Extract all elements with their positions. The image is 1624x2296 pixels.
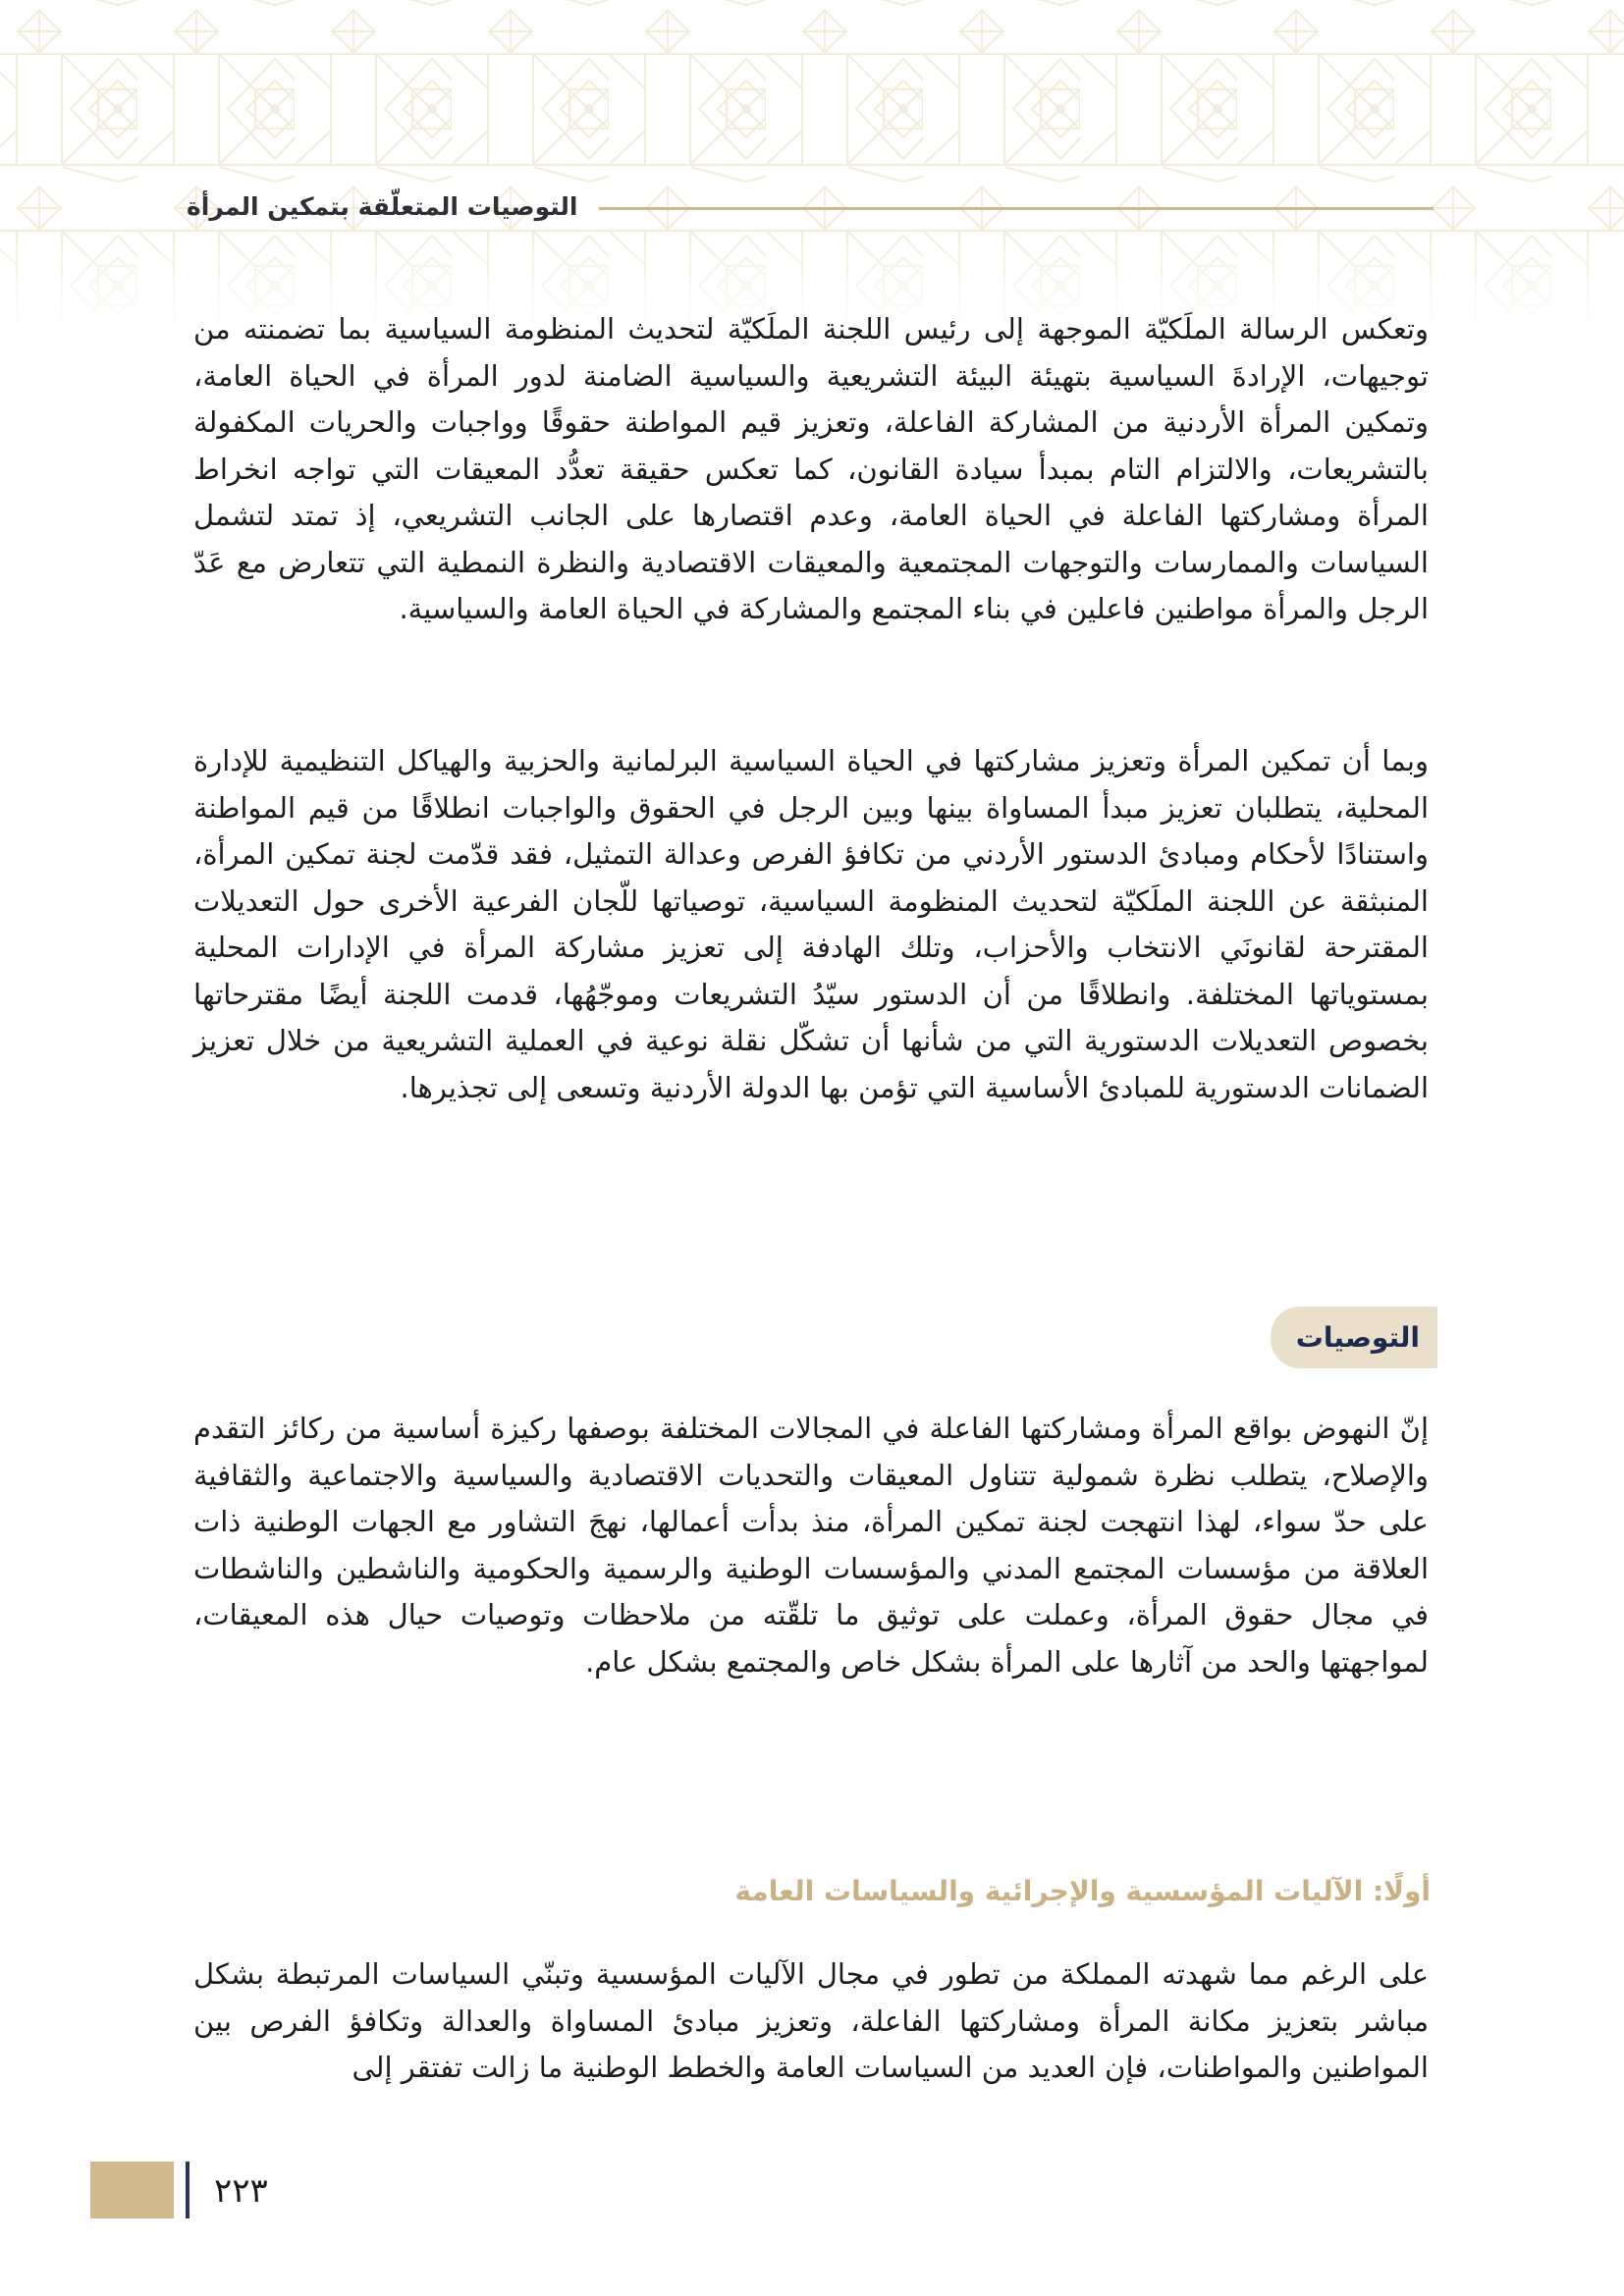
decorative-header-pattern — [0, 0, 1624, 334]
paragraph-text: إنّ النهوض بواقع المرأة ومشاركتها الفاعلة في المجالات المختلفة بوصفها ركيزة أساسية من ركائز التقدم والإصلاح، يتطلب نظرة شمولية تتناول المعيقات والتحديات الاقتصادية والسياسية والاجتماعية والثقافية على حدّ سواء، لهذا انتهجت لجنة تمكين المرأة، منذ بدأت أعمالها، نهجَ التشاور مع الجهات الوطنية ذات العلاقة من مؤسسات المجتمع المدني والمؤسسات الوطنية والرسمية والحكومية والناشطين والناشطات في مجال حقوق المرأة، وعملت على توثيق ما تلقّته من ملاحظات وتوصيات حيال هذه المعيقات، لمواجهتها والحد من آثارها على المرأة بشكل خاص والمجتمع بشكل عام. — [193, 1412, 1429, 1679]
footer-divider-bar — [186, 2162, 189, 2218]
paragraph-text: وبما أن تمكين المرأة وتعزيز مشاركتها في الحياة السياسية البرلمانية والحزبية والهياكل التنظيمية للإدارة المحلية، يتطلبان تعزيز مبدأ المساواة بينها وبين الرجل في الحقوق والواجبات انطلاقًا من قيم المواطنة واستنادًا لأحكام ومبادئ الدستور الأردني من تكافؤ الفرص وعدالة التمثيل، فقد قدّمت لجنة تمكين المرأة، المنبثقة عن اللجنة الملَكيّة لتحديث المنظومة السياسية، توصياتها للّجان الفرعية الأخرى حول التعديلات المقترحة لقانونَي الانتخاب والأحزاب، وتلك الهادفة إلى تعزيز مشاركة المرأة في الإدارات المحلية بمستوياتها المختلفة. وانطلاقًا من أن الدستور سيّدُ التشريعات وموجّهُها، قدمت اللجنة أيضًا مقترحاتها بخصوص التعديلات الدستورية التي من شأنها أن تشكّل نقلة نوعية في العملية التشريعية من خلال تعزيز الضمانات الدستورية للمبادئ الأساسية التي تؤمن بها الدولة الأردنية وتسعى إلى تجذيرها. — [193, 744, 1429, 1104]
running-header-title: التوصيات المتعلّقة بتمكين المرأة — [187, 191, 578, 221]
page-number: ٢٢٣ — [214, 2171, 268, 2211]
body-paragraph-2 — [193, 738, 1429, 1111]
header-divider — [599, 207, 1434, 210]
body-paragraph-1 — [193, 306, 1429, 633]
paragraph-text: على الرغم مما شهدته المملكة من تطور في مجال الآليات المؤسسية وتبنّي السياسات المرتبطة بشكل مباشر بتعزيز مكانة المرأة ومشاركتها الفاعلة، وتعزيز مبادئ المساواة والعدالة وتكافؤ الفرص بين المواطنين والمواطنات، فإن العديد من السياسات العامة والخطط الوطنية ما زالت تفتقر إلى — [193, 1957, 1429, 2084]
body-paragraph-3 — [193, 1406, 1429, 1685]
paragraph-text: وتعكس الرسالة الملَكيّة الموجهة إلى رئيس اللجنة الملَكيّة لتحديث المنظومة السياسية بما تضمنته من توجيهات، الإرادةَ السياسية بتهيئة البيئة التشريعية والسياسية الضامنة لدور المرأة في الحياة العامة، وتمكين المرأة الأردنية من المشاركة الفاعلة، وتعزيز قيم المواطنة حقوقًا وواجبات والحريات المكفولة بالتشريعات، والالتزام التام بمبدأ سيادة القانون، كما تعكس حقيقة تعدُّد المعيقات التي تواجه انخراط المرأة ومشاركتها الفاعلة في الحياة العامة، وعدم اقتصارها على الجانب التشريعي، إذ تمتد لتشمل السياسات والممارسات والتوجهات المجتمعية والمعيقات الاقتصادية والنظرة النمطية التي تتعارض مع عَدّ الرجل والمرأة مواطنين فاعلين في بناء المجتمع والمشاركة في الحياة العامة والسياسية. — [193, 312, 1429, 625]
body-paragraph-4 — [193, 1951, 1429, 2092]
running-header — [187, 177, 1434, 236]
recommendations-section-heading: التوصيات — [1271, 1307, 1437, 1368]
subheading-institutional-mechanisms: أولًا: الآليات المؤسسية والإجرائية والسياسات العامة — [734, 1875, 1431, 1907]
footer-color-block — [90, 2162, 174, 2218]
